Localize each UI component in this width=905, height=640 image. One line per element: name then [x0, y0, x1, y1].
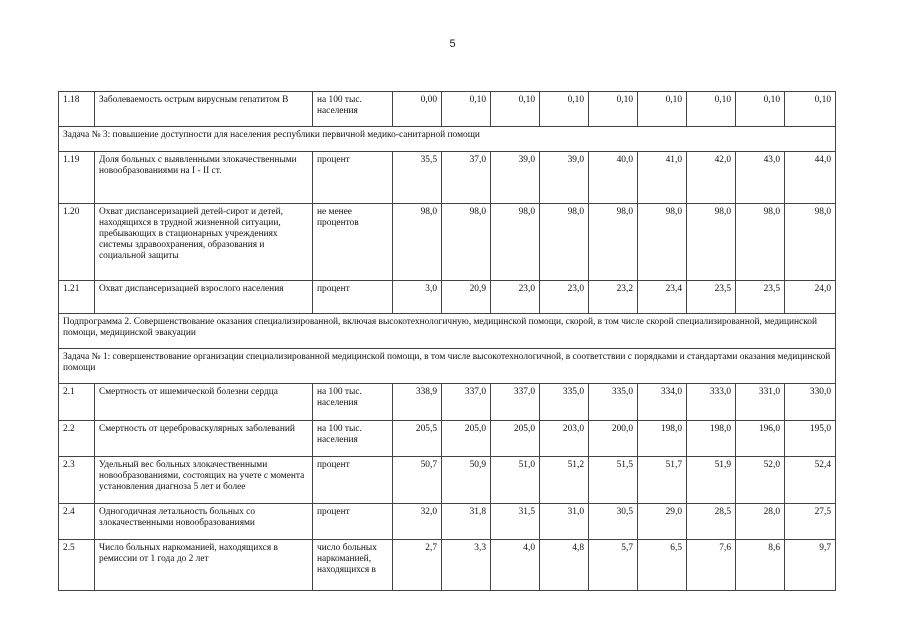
value-cell: 98,0	[393, 204, 442, 281]
table-row	[59, 92, 836, 127]
value-cell: 205,0	[491, 421, 540, 457]
value-cell: 0,10	[491, 92, 540, 127]
value-cell: 52,0	[736, 457, 785, 504]
value-cell: 2,7	[393, 540, 442, 591]
unit: на 100 тыс. населения	[313, 384, 393, 421]
indicator-name: Число больных наркоманией, находящихся в ремиссии от 1 года до 2 лет	[95, 540, 313, 591]
value-cell: 98,0	[442, 204, 491, 281]
row-number: 2.3	[59, 457, 95, 504]
row-number: 2.1	[59, 384, 95, 421]
unit: на 100 тыс. населения	[313, 421, 393, 457]
table-row	[59, 504, 836, 540]
indicator-name: Удельный вес больных злокачественными новообразованиями, состоящих на учете с момента установления диагноза 5 лет и более	[95, 457, 313, 504]
value-cell: 338,9	[393, 384, 442, 421]
value-cell: 205,5	[393, 421, 442, 457]
value-cell: 31,8	[442, 504, 491, 540]
value-cell: 334,0	[638, 384, 687, 421]
value-cell: 43,0	[736, 152, 785, 204]
row-number: 1.18	[59, 92, 95, 127]
value-cell: 50,9	[442, 457, 491, 504]
value-cell: 98,0	[589, 204, 638, 281]
value-cell: 0,10	[589, 92, 638, 127]
value-cell: 28,5	[687, 504, 736, 540]
value-cell: 51,5	[589, 457, 638, 504]
value-cell: 23,5	[736, 281, 785, 314]
value-cell: 203,0	[540, 421, 589, 457]
value-cell: 196,0	[736, 421, 785, 457]
row-number: 1.20	[59, 204, 95, 281]
value-cell: 20,9	[442, 281, 491, 314]
value-cell: 23,5	[687, 281, 736, 314]
value-cell: 39,0	[491, 152, 540, 204]
section-row	[59, 127, 836, 152]
row-number: 1.19	[59, 152, 95, 204]
value-cell: 39,0	[540, 152, 589, 204]
value-cell: 0,10	[687, 92, 736, 127]
value-cell: 23,0	[491, 281, 540, 314]
table-row	[59, 152, 836, 204]
value-cell: 3,3	[442, 540, 491, 591]
value-cell: 337,0	[491, 384, 540, 421]
table-row	[59, 384, 836, 421]
value-cell: 205,0	[442, 421, 491, 457]
value-cell: 198,0	[638, 421, 687, 457]
value-cell: 0,10	[785, 92, 836, 127]
unit: процент	[313, 457, 393, 504]
unit: процент	[313, 504, 393, 540]
value-cell: 44,0	[785, 152, 836, 204]
value-cell: 29,0	[638, 504, 687, 540]
value-cell: 98,0	[638, 204, 687, 281]
indicator-name: Охват диспансеризацией детей-сирот и детей, находящихся в трудной жизненной ситуации, пребывающих в стационарных учреждениях системы здравоохранения, образования и социальной защиты	[95, 204, 313, 281]
value-cell: 9,7	[785, 540, 836, 591]
value-cell: 31,0	[540, 504, 589, 540]
section-title: Подпрограмма 2. Совершенствование оказания специализированной, включая высокотехнологичную, медицинской помощи, скорой, в том числе скорой специализированной, медицинской помощи, медицинской эвакуации	[59, 314, 836, 349]
section-row	[59, 314, 836, 349]
table-row	[59, 281, 836, 314]
value-cell: 5,7	[589, 540, 638, 591]
value-cell: 40,0	[589, 152, 638, 204]
value-cell: 331,0	[736, 384, 785, 421]
value-cell: 24,0	[785, 281, 836, 314]
value-cell: 23,2	[589, 281, 638, 314]
indicator-name: Смертность от цереброваскулярных заболеваний	[95, 421, 313, 457]
row-number: 1.21	[59, 281, 95, 314]
section-row	[59, 349, 836, 384]
table-row	[59, 540, 836, 591]
value-cell: 7,6	[687, 540, 736, 591]
value-cell: 23,4	[638, 281, 687, 314]
value-cell: 51,7	[638, 457, 687, 504]
unit: не менее процентов	[313, 204, 393, 281]
value-cell: 3,0	[393, 281, 442, 314]
value-cell: 51,2	[540, 457, 589, 504]
value-cell: 37,0	[442, 152, 491, 204]
value-cell: 98,0	[736, 204, 785, 281]
value-cell: 35,5	[393, 152, 442, 204]
value-cell: 0,00	[393, 92, 442, 127]
indicator-name: Доля больных с выявленными злокачественными новообразованиями на I - II ст.	[95, 152, 313, 204]
value-cell: 42,0	[687, 152, 736, 204]
value-cell: 337,0	[442, 384, 491, 421]
indicator-name: Охват диспансеризацией взрослого населения	[95, 281, 313, 314]
indicator-name: Смертность от ишемической болезни сердца	[95, 384, 313, 421]
value-cell: 31,5	[491, 504, 540, 540]
value-cell: 8,6	[736, 540, 785, 591]
value-cell: 198,0	[687, 421, 736, 457]
value-cell: 98,0	[687, 204, 736, 281]
value-cell: 32,0	[393, 504, 442, 540]
value-cell: 98,0	[785, 204, 836, 281]
value-cell: 50,7	[393, 457, 442, 504]
row-number: 2.2	[59, 421, 95, 457]
value-cell: 0,10	[638, 92, 687, 127]
indicators-table	[58, 91, 836, 591]
table-row	[59, 457, 836, 504]
value-cell: 23,0	[540, 281, 589, 314]
value-cell: 335,0	[540, 384, 589, 421]
value-cell: 98,0	[540, 204, 589, 281]
page-number: 5	[449, 38, 456, 50]
value-cell: 52,4	[785, 457, 836, 504]
value-cell: 28,0	[736, 504, 785, 540]
value-cell: 0,10	[540, 92, 589, 127]
value-cell: 0,10	[442, 92, 491, 127]
indicator-name: Заболеваемость острым вирусным гепатитом В	[95, 92, 313, 127]
value-cell: 98,0	[491, 204, 540, 281]
value-cell: 0,10	[736, 92, 785, 127]
row-number: 2.5	[59, 540, 95, 591]
value-cell: 51,9	[687, 457, 736, 504]
unit: на 100 тыс. населения	[313, 92, 393, 127]
value-cell: 330,0	[785, 384, 836, 421]
section-title: Задача № 1: совершенствование организации специализированной медицинской помощи, в том числе высокотехнологичной, в соответствии с порядками и стандартами оказания медицинской помощи	[59, 349, 836, 384]
row-number: 2.4	[59, 504, 95, 540]
value-cell: 200,0	[589, 421, 638, 457]
unit: процент	[313, 281, 393, 314]
table-row	[59, 204, 836, 281]
value-cell: 27,5	[785, 504, 836, 540]
value-cell: 195,0	[785, 421, 836, 457]
unit: процент	[313, 152, 393, 204]
table-row	[59, 421, 836, 457]
value-cell: 51,0	[491, 457, 540, 504]
value-cell: 333,0	[687, 384, 736, 421]
value-cell: 6,5	[638, 540, 687, 591]
indicator-name: Одногодичная летальность больных со злокачественными новообразованиями	[95, 504, 313, 540]
section-title: Задача № 3: повышение доступности для населения республики первичной медико-санитарной помощи	[59, 127, 836, 152]
value-cell: 4,8	[540, 540, 589, 591]
value-cell: 30,5	[589, 504, 638, 540]
value-cell: 4,0	[491, 540, 540, 591]
unit: число больных наркоманией, находящихся в	[313, 540, 393, 591]
value-cell: 41,0	[638, 152, 687, 204]
value-cell: 335,0	[589, 384, 638, 421]
